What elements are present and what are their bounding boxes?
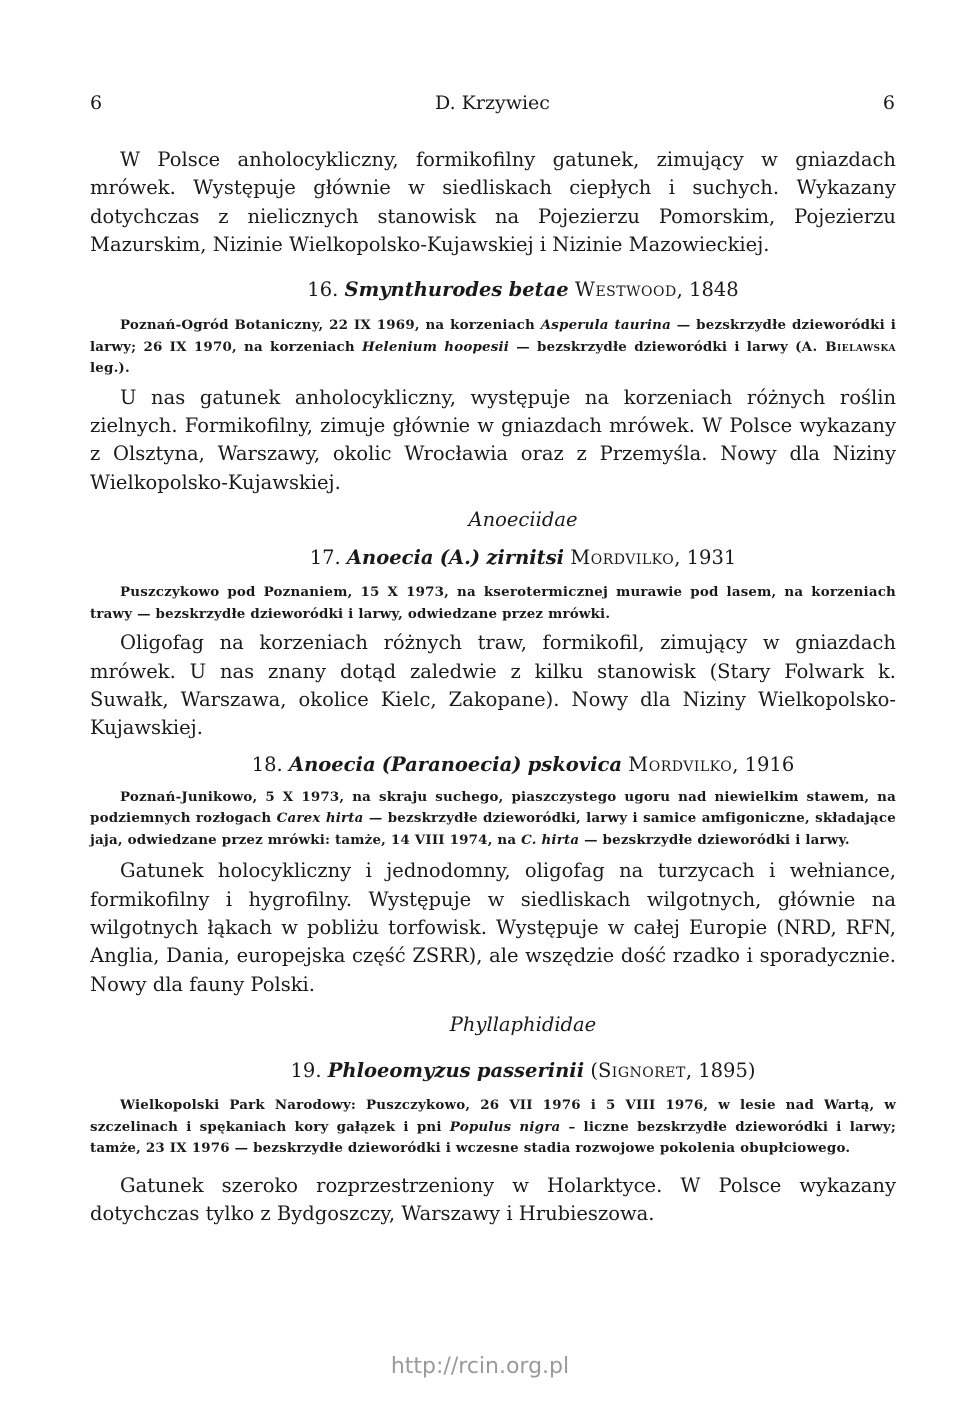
- source-url-footer: http://rcin.org.pl: [390, 1354, 570, 1379]
- species-heading-17: 17. Anoecia (A.) zirnitsi Mordvilko, 1931: [309, 546, 737, 570]
- comment-19: Gatunek szeroko rozprzestrzeniony w Holarktyce. W Polsce wykazany dotychczas tylko z Bydgoszczy, Warszawy i Hrubieszowa.: [90, 1173, 896, 1226]
- record-18: Poznań-Junikowo, 5 X 1973, na skraju suchego, piaszczystego ugoru nad niewielkim stawem, na podziemnych rozłogach Carex hirta — bezskrzydłe dzieworódki, larwy i samice amfigoniczne, składające jaja, odwiedzane przez mrówki: tamże, 14 VIII 1974, na C. hirta — bezskrzydłe dzieworódki i larwy.: [90, 788, 896, 848]
- record-19: Wielkopolski Park Narodowy: Puszczykowo, 26 VII 1976 i 5 VIII 1976, w lesie nad Wartą, w szczelinach i spękaniach kory gałązek i pni Populus nigra – liczne bezskrzydłe dzieworódki i larwy; tamże, 23 IX 1976 — bezskrzydłe dzieworódki i wczesne stadia rozwojowe pokolenia obupłciowego.: [90, 1097, 897, 1157]
- page-body: [90, 146, 896, 1229]
- family-heading-phyllaphididae: Phyllaphididae: [449, 1013, 597, 1037]
- record-16: Poznań-Ogród Botaniczny, 22 IX 1969, na korzeniach Asperula taurina — bezskrzydłe dzieworódki i larwy; 26 IX 1970, na korzeniach Helenium hoopesii — bezskrzydłe dzieworódki i larwy (A. Bielawska leg.).: [90, 317, 896, 376]
- comment-17: Oligofag na korzeniach różnych traw, formikofil, zimujący w gniazdach mrówek. U nas znany dotąd zaledwie z kilku stanowisk (Stary Folwark k. Suwałk, Warszawa, okolice Kielc, Zakopane). Nowy dla Niziny Wielkopolsko-Kujawskiej.: [90, 631, 896, 740]
- comment-18: Gatunek holocykliczny i jednodomny, oligofag na turzycach i wełniance, formikofilny i hygrofilny. Występuje w siedliskach wilgotnych, głównie na wilgotnych łąkach w pobliżu torfowisk. Występuje w całej Europie (NRD, RFN, Anglia, Dania, europejska część ZSRR), ale wszędzie dość rzadko i sporadycznie. Nowy dla fauny Polski.: [90, 859, 896, 996]
- page-number-left: 6: [90, 92, 103, 114]
- page-header: [90, 92, 895, 120]
- species-heading-19: 19. Phloeomyzus passerinii (Signoret, 1895): [290, 1059, 756, 1083]
- family-heading-anoeciidae: Anoeciidae: [468, 508, 578, 532]
- intro-paragraph: W Polsce anholocykliczny, formikofilny gatunek, zimujący w gniazdach mrówek. Występuje głównie w siedliskach ciepłych i suchych. Wykazany dotychczas z nielicznych stanowisk na Pojezierzu Pomorskim, Pojezierzu Mazurskim, Nizinie Wielkopolsko-Kujawskiej i Nizinie Mazowieckiej.: [90, 148, 896, 257]
- comment-16: U nas gatunek anholocykliczny, występuje na korzeniach różnych roślin zielnych. Formikofilny, zimuje głównie w gniazdach mrówek. W Polsce wykazany z Olsztyna, Warszawy, okolic Wrocławia oraz z Przemyśla. Nowy dla Niziny Wielkopolsko-Kujawskiej.: [90, 385, 896, 494]
- species-heading-18: 18. Anoecia (Paranoecia) pskovica Mordvilko, 1916: [251, 752, 795, 776]
- page-number-right: 6: [882, 92, 895, 114]
- record-17: Puszczykowo pod Poznaniem, 15 X 1973, na kserotermicznej murawie pod lasem, na korzeniach trawy — bezskrzydłe dzieworódki i larwy, odwiedzane przez mrówki.: [90, 584, 896, 622]
- running-head: D. Krzywiec: [435, 92, 550, 114]
- species-heading-16: 16. Smynthurodes betae Westwood, 1848: [307, 278, 739, 301]
